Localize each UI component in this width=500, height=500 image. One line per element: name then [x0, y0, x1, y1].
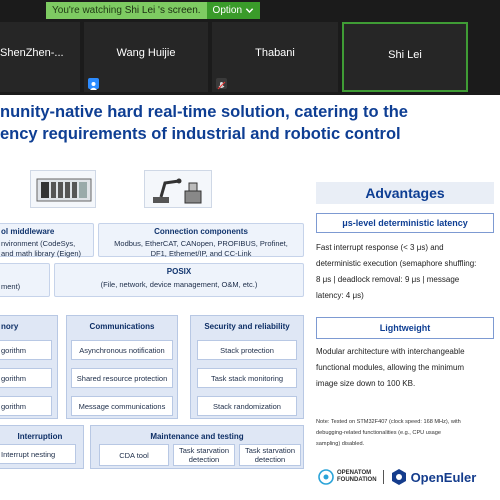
maintenance-panel: Maintenance and testing CDA tool Task starvation detection Task starvation detection [90, 425, 304, 469]
participant-name: Thabani [255, 47, 295, 59]
participant-name: Shi Lei [388, 49, 422, 61]
security-item: Stack randomization [197, 396, 297, 416]
middleware-box: ol middleware nvironment (CodeSys, and math library (Eigen) [0, 223, 94, 257]
latency-heading-box: μs-level deterministic latency [316, 213, 494, 233]
communications-item: Message communications [71, 396, 173, 416]
latency-description: Fast interrupt response (< 3 μs) and deterministic execution (semaphore shuffling: 8 μs | deadlock removal: 9 μs | message latency: 4 μs) [316, 243, 477, 300]
openatom-logo: OPENATOM FOUNDATION [318, 469, 377, 485]
memory-item: gorithm [0, 396, 52, 416]
security-panel: Security and reliability Stack protection Task stack monitoring Stack randomization [190, 315, 304, 419]
openeuler-mark-icon [390, 468, 408, 486]
maintenance-item: CDA tool [99, 444, 169, 466]
participant-name: ShenZhen-... [0, 47, 64, 59]
security-item: Stack protection [197, 340, 297, 360]
chevron-down-icon [245, 6, 254, 15]
memory-item: gorithm [0, 368, 52, 388]
maintenance-item: Task starvation detection [173, 444, 235, 466]
participant-name: Wang Huijie [116, 47, 176, 59]
test-note: Note: Tested on STM32F407 (clock speed: 168 MHz), with debugging-related functionalities (e.g., CPU usage sampling) disabled. [316, 419, 461, 447]
memory-panel: nory gorithm gorithm gorithm [0, 315, 58, 419]
participant-tile[interactable] [0, 22, 80, 92]
posix-left-box: ment) [0, 263, 50, 297]
communications-item: Shared resource protection [71, 368, 173, 388]
robot-arm-image [144, 170, 212, 208]
interruption-panel: Interruption Interrupt nesting [0, 425, 84, 469]
slide-headline: nunity-native hard real-time solution, catering to the ency requirements of industrial and robotic control [0, 103, 408, 143]
memory-item: gorithm [0, 340, 52, 360]
plc-device-image [30, 170, 96, 208]
screen-share-banner [46, 2, 260, 19]
footer-logos [318, 468, 476, 486]
mic-muted-icon [216, 78, 227, 89]
communications-panel: Communications Asynchronous notification Shared resource protection Message communications [66, 315, 178, 419]
communications-item: Asynchronous notification [71, 340, 173, 360]
openatom-mark-icon [318, 469, 334, 485]
participant-tile[interactable] [212, 22, 338, 92]
shared-screen-slide [0, 95, 500, 500]
participant-tile[interactable] [84, 22, 208, 92]
option-label: Option [212, 5, 243, 16]
user-avatar-icon [88, 78, 99, 89]
option-dropdown-button[interactable] [207, 2, 260, 19]
advantages-title: Advantages [316, 182, 494, 204]
participant-tile-active[interactable] [342, 22, 468, 92]
lightweight-heading-box: Lightweight [316, 317, 494, 339]
maintenance-item: Task starvation detection [239, 444, 301, 466]
openeuler-logo: OpenEuler [390, 468, 477, 486]
interruption-item: Interrupt nesting [0, 444, 76, 464]
participant-strip [0, 20, 500, 94]
lightweight-description: Modular architecture with interchangeable functional modules, allowing the minimum image size down to 100 KB. [316, 347, 465, 388]
logo-divider [383, 470, 384, 484]
posix-box: POSIX (File, network, device management, O&M, etc.) [54, 263, 304, 297]
share-presenter-text: Shi Lei 's screen. [124, 5, 201, 16]
share-status-text: You're watching [52, 5, 122, 16]
connection-components-box: Connection components Modbus, EtherCAT, CANopen, PROFIBUS, Profinet, DF1, Ethernet/IP, and CC-Link [98, 223, 304, 257]
security-item: Task stack monitoring [197, 368, 297, 388]
